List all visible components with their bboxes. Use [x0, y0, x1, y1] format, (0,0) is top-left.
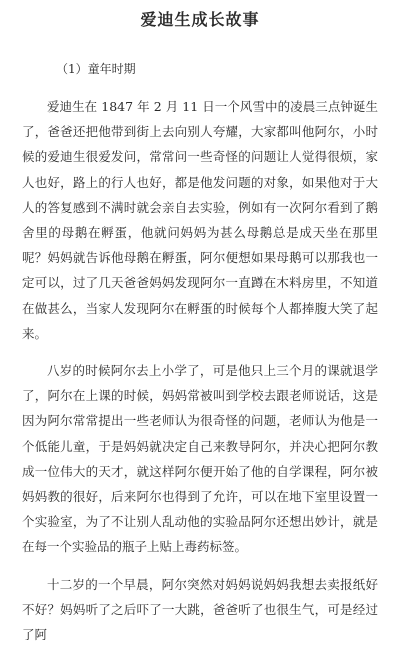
paragraph-1: 爱迪生在 1847 年 2 月 11 日一个风雪中的凌晨三点钟诞生了，爸爸还把他带到街上去向别人夸耀，大家都叫他阿尔，小时候的爱迪生很爱发问，常常问一些奇怪的问题让人觉得很烦，家人也好，路上的行人也好，都是他发问题的对象，如果他对于大人的答复感到不满时就会亲自去实验，例如有一次阿尔看到了鹅舍里的母鹅在孵蛋，他就问妈妈为甚么母鹅总是成天坐在那里呢？妈妈就告诉他母鹅在孵蛋，阿尔便想如果母鹅可以那我也一定可以，过了几天爸爸妈妈发现阿尔一直蹲在木料房里，不知道在做甚么，当家人发现阿尔在孵蛋的时候每个人都捧腹大笑了起来。 [22, 99, 378, 341]
page-title: 爱迪生成长故事 [140, 10, 260, 29]
paragraph-3: 十二岁的一个早晨，阿尔突然对妈妈说妈妈我想去卖报纸好不好？妈妈听了之后吓了一大跳，爸爸听了也很生气，可是经过了阿 [22, 576, 378, 643]
section-heading: （1）童年时期 [56, 62, 136, 76]
paragraph-2: 八岁的时候阿尔去上小学了，可是他只上三个月的课就退学了，阿尔在上课的时候，妈妈常被叫到学校去跟老师说话，这是因为阿尔常常提出一些老师认为很奇怪的问题，老师认为他是一个低能儿童，于是妈妈就决定自己来教导阿尔，并决心把阿尔教成一位伟大的天才，就这样阿尔便开始了他的自学课程，阿尔被妈妈教的很好，后来阿尔也得到了允许，可以在地下室里设置一个实验室，为了不让别人乱动他的实验品阿尔还想出妙计，就是在每一个实验品的瓶子上贴上毒药标签。 [22, 363, 378, 555]
